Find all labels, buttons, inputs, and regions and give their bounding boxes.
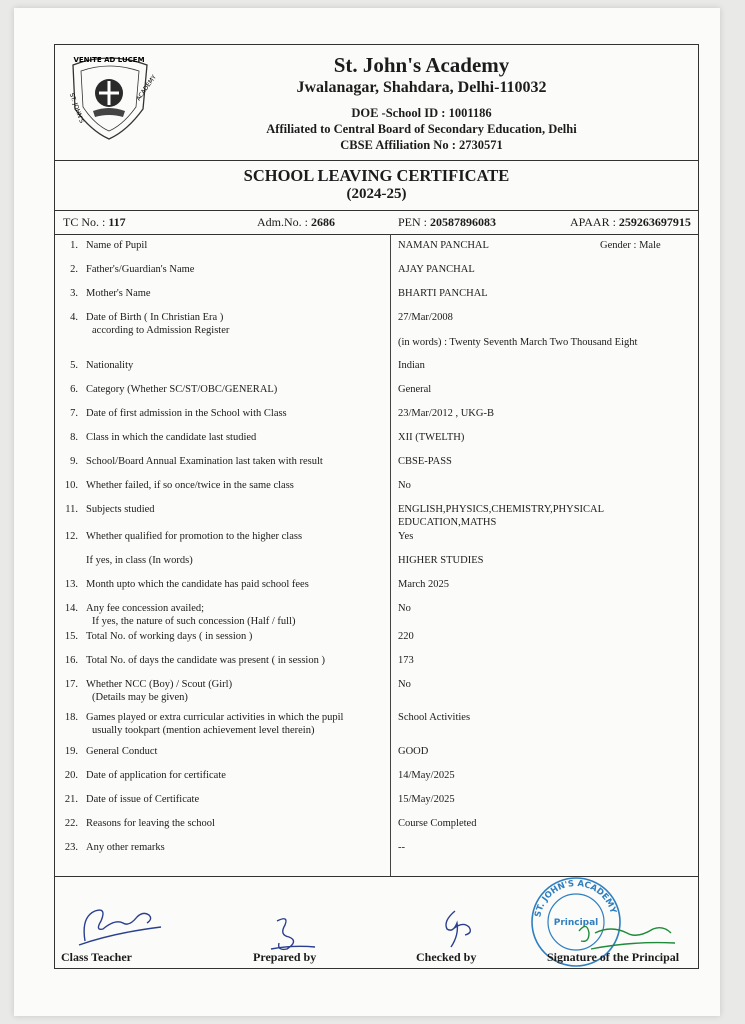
row-number: 17. [64, 679, 78, 690]
row-label: General Conduct [86, 746, 158, 757]
class-teacher-signature [73, 897, 163, 949]
row-value: -- [398, 842, 405, 853]
row-number: 21. [64, 794, 78, 805]
prepared-by-signature [263, 913, 323, 953]
certificate-sheet [14, 8, 720, 1016]
svg-text:Principal: Principal [553, 918, 599, 928]
row-label: Any fee concession availed; If yes, the nature of such concession (Half / full) [86, 603, 296, 627]
row-value: AJAY PANCHAL [398, 264, 475, 275]
row-label: Father's/Guardian's Name [86, 264, 195, 275]
checked-by-signature [433, 907, 483, 951]
signature-footer [55, 876, 698, 971]
row-value: CBSE-PASS [398, 456, 452, 467]
row-label: Total No. of days the candidate was present ( in session ) [86, 655, 325, 666]
doe-school-id: DOE -School ID : 1001186 [351, 106, 492, 120]
row-value: 27/Mar/2008 (in words) : Twenty Seventh March Two Thousand Eight [398, 312, 638, 348]
certificate-frame [54, 44, 699, 969]
gender-value: Gender : Male [600, 240, 661, 251]
svg-text:ACADEMY: ACADEMY [135, 73, 158, 103]
row-label: Date of issue of Certificate [86, 794, 200, 805]
certificate-year: (2024-25) [346, 186, 407, 202]
row-value: HIGHER STUDIES [398, 555, 484, 566]
row-value: 23/Mar/2012 , UKG-B [398, 408, 494, 419]
row-number: 12. [64, 531, 78, 542]
row-value: BHARTI PANCHAL [398, 288, 488, 299]
row-value: GOOD [398, 746, 429, 757]
row-label: Total No. of working days ( in session ) [86, 631, 253, 642]
admission-number: Adm.No. : 2686 [257, 215, 335, 229]
row-value: No [398, 603, 411, 614]
row-label: Date of application for certificate [86, 770, 226, 781]
row-label: Whether qualified for promotion to the higher class [86, 531, 303, 542]
row-label: Games played or extra curricular activities in which the pupil usually tookpart (mention achievement level therein) [86, 712, 344, 736]
row-number: 4. [70, 312, 78, 323]
row-value: School Activities [398, 712, 471, 723]
row-label: Month upto which the candidate has paid school fees [86, 579, 309, 590]
certificate-title-box [55, 160, 698, 211]
row-value: General [398, 384, 432, 395]
row-number: 2. [70, 264, 78, 275]
school-name: St. John's Academy [333, 53, 510, 77]
row-label: Any other remarks [86, 842, 165, 853]
row-value: 173 [398, 655, 414, 666]
row-label: Whether failed, if so once/twice in the same class [86, 480, 294, 491]
principal-signature-label: Signature of the Principal [547, 950, 680, 964]
row-value: No [398, 480, 411, 491]
row-label: Reasons for leaving the school [86, 818, 215, 829]
row-number: 8. [70, 432, 78, 443]
row-value: Indian [398, 360, 425, 371]
school-address: Jwalanagar, Shahdara, Delhi-110032 [296, 79, 547, 96]
svg-text:ST. JOHN'S ACADEMY: ST. JOHN'S ACADEMY [533, 878, 618, 919]
row-value: No [398, 679, 411, 690]
row-number: 18. [64, 712, 78, 723]
tc-number: TC No. : 117 [63, 215, 126, 229]
pen-number: PEN : 20587896083 [398, 215, 497, 229]
svg-text:VENITE AD LUCEM: VENITE AD LUCEM [73, 56, 145, 64]
row-label: Mother's Name [86, 288, 151, 299]
cbse-affiliation-no: CBSE Affiliation No : 2730571 [340, 138, 503, 152]
class-teacher-label: Class Teacher [61, 950, 133, 964]
row-value: 220 [398, 631, 414, 642]
row-label: Nationality [86, 360, 134, 371]
row-number: 22. [64, 818, 78, 829]
row-value: 15/May/2025 [398, 794, 455, 805]
row-label: School/Board Annual Examination last taken with result [86, 456, 323, 467]
row-value: March 2025 [398, 579, 450, 590]
apaar-number: APAAR : 259263697915 [570, 215, 691, 229]
row-number: 7. [70, 408, 78, 419]
row-number: 6. [70, 384, 78, 395]
svg-text:ST. JOHN'S: ST. JOHN'S [67, 92, 86, 125]
row-number: 20. [64, 770, 78, 781]
id-strip [55, 210, 698, 235]
row-number: 19. [64, 746, 78, 757]
row-label: If yes, in class (In words) [86, 555, 193, 566]
row-value: ENGLISH,PHYSICS,CHEMISTRY,PHYSICAL EDUCATION,MATHS [398, 504, 605, 528]
row-number: 16. [64, 655, 78, 666]
checked-by-label: Checked by [416, 950, 477, 964]
row-number: 13. [64, 579, 78, 590]
row-number: 9. [70, 456, 78, 467]
row-label: Date of Birth ( In Christian Era ) according to Admission Register [86, 312, 230, 336]
certificate-title: SCHOOL LEAVING CERTIFICATE [243, 166, 510, 185]
school-header [55, 45, 698, 161]
row-number: 14. [64, 603, 78, 614]
row-label: Whether NCC (Boy) / Scout (Girl) (Details may be given) [86, 679, 233, 703]
row-value: Yes [398, 531, 414, 542]
row-label: Category (Whether SC/ST/OBC/GENERAL) [86, 384, 278, 395]
prepared-by-label: Prepared by [253, 950, 317, 964]
row-number: 10. [64, 480, 78, 491]
row-label: Class in which the candidate last studied [86, 432, 257, 443]
row-value: 14/May/2025 [398, 770, 455, 781]
row-number: 23. [64, 842, 78, 853]
row-label: Subjects studied [86, 504, 155, 515]
row-value: Course Completed [398, 818, 477, 829]
row-number: 3. [70, 288, 78, 299]
details-table [55, 234, 698, 876]
row-value: XII (TWELTH) [398, 432, 465, 443]
affiliation-line: Affiliated to Central Board of Secondary Education, Delhi [266, 122, 577, 136]
row-label: Name of Pupil [86, 240, 148, 251]
row-number: 1. [70, 240, 78, 251]
row-number: 15. [64, 631, 78, 642]
column-divider [390, 234, 391, 876]
row-label: Date of first admission in the School with Class [86, 408, 287, 419]
row-number: 5. [70, 360, 78, 371]
row-value: NAMAN PANCHAL [398, 240, 489, 251]
row-number: 11. [65, 504, 78, 515]
